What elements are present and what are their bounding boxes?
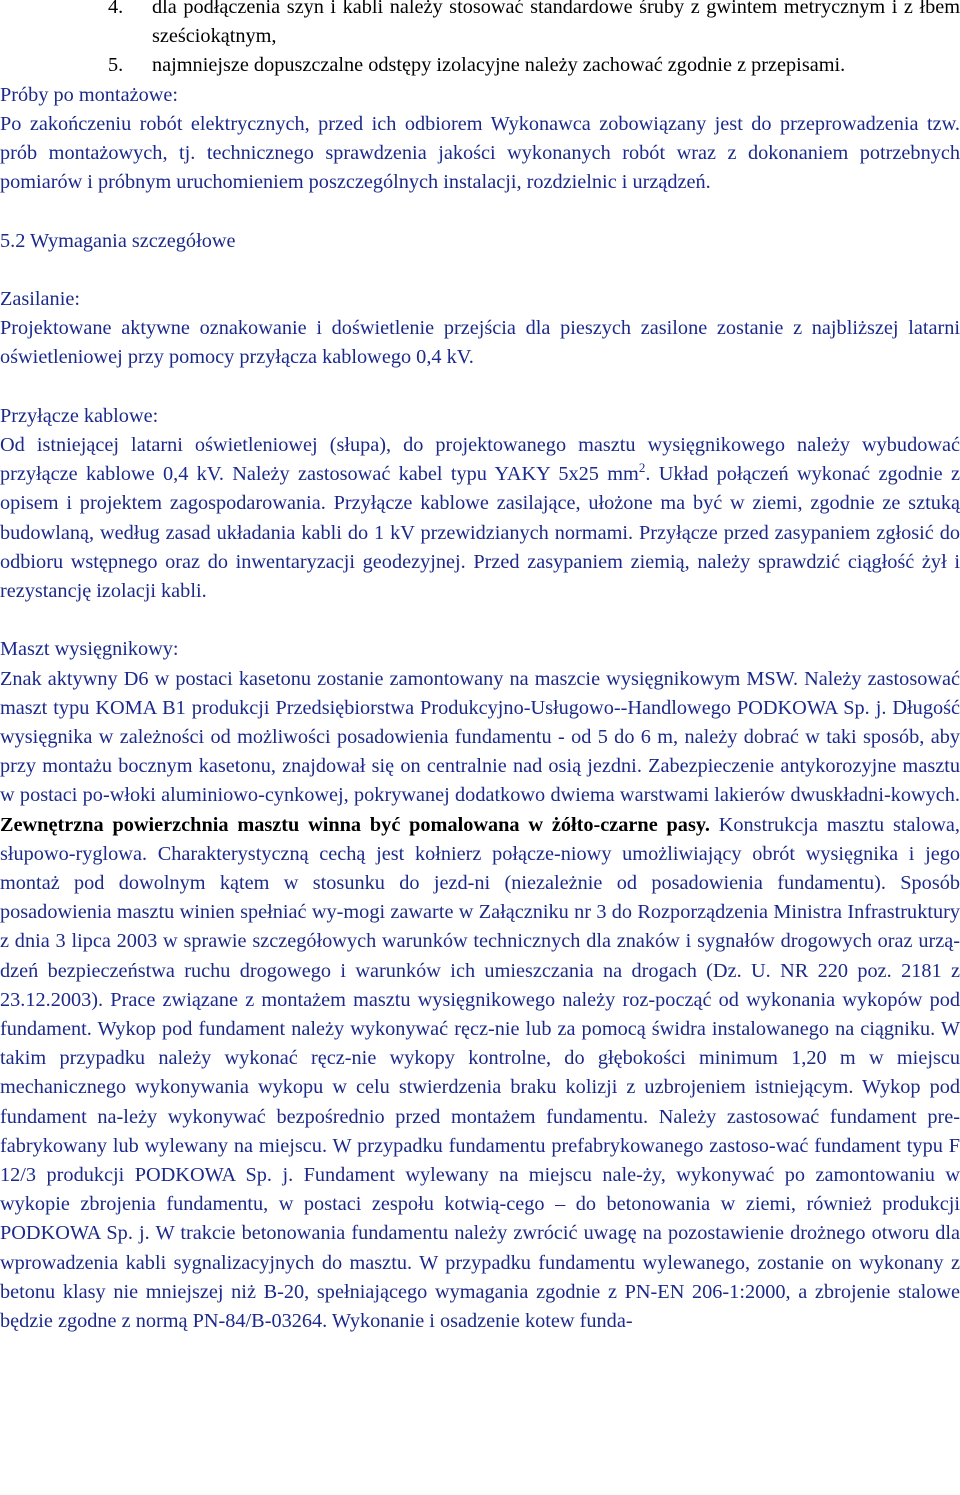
requirements-list (0, 0, 960, 81)
list-item-number: 5. (108, 54, 124, 77)
maszt-heading: Maszt wysięgnikowy: (0, 638, 179, 661)
text-run: Znak aktywny D6 w postaci kasetonu zostanie zamontowany na maszcie wysięgnikowym MSW. Należy zastosować maszt typu KOMA B1 produkcji Przedsiębiorstwa Produkcyjno-Usługowo--Handlowego PODKOWA Sp. j. Długość wysięgnika w zależności od możliwości posadowienia fundamentu - od 5 do 6 m, należy dobrać w taki sposób, aby przy montażu bocznym kasetonu, znajdował się on centralnie nad osią jezdni. Zabezpieczenie antykorozyjne masztu w postaci po-włoki aluminiowo-cynkowej, pokrywanej dodatkowo dwiema warstwami lakierów dwuskładni-kowych. (0, 667, 960, 807)
list-item (0, 51, 960, 80)
list-item-text: dla podłączenia szyn i kabli należy stosować standardowe śruby z gwintem metrycznym i z łbem sześciokątnym, (152, 0, 960, 48)
maszt-paragraph (0, 665, 960, 1337)
list-item-number: 4. (108, 0, 124, 18)
zasilanie-paragraph: Projektowane aktywne oznakowanie i doświetlenie przejścia dla pieszych zasilone zostanie z najbliższej latarni oświetleniowej przy pomocy przyłącza kablowego 0,4 kV. (0, 317, 960, 369)
text-run: . Układ połączeń wykonać zgodnie z opisem i projektem zagospodarowania. Przyłącze kablowe zasilające, ułożone ma być w ziemi, zgodnie ze sztuką budowlaną, według zasad układania kabli do 1 kV przewidzianych normami. Przyłącze przed zasypaniem zgłosić do odbioru wstępnego oraz do inwentaryzacji geodezyjnej. Przed zasypaniem ziemią, należy sprawdzić ciągłość żył i rezystancję izolacji kabli. (0, 463, 960, 603)
text-run: Konstrukcja masztu stalowa, słupowo-ryglowa. Charakterystyczną cechą jest kołnierz połącze-niowy umożliwiający obrót wysięgnika i jego montaż pod dowolnym kątem w stosunku do jezd-ni (niezależnie od posadowienia fundamentu). Sposób posadowienia masztu winien spełniać wy-mogi zawarte w Załączniku nr 3 do Rozporządzenia Ministra Infrastruktury z dnia 3 lipca 2003 w sprawie szczegółowych warunków technicznych dla znaków i sygnałów drogowych oraz urzą-dzeń bezpieczeństwa ruchu drogowego i warunków ich umieszczania na drogach (Dz. U. NR 220 poz. 2181 z 23.12.2003). Prace związane z montażem masztu wysięgnikowego należy roz-począć od wykonania wykopów pod fundament. Wykop pod fundament należy wykonywać ręcz-nie lub za pomocą świdra instalowanego na ciągniku. W takim przypadku należy wykonać ręcz-nie wykopy kontrolne, do głębokości minimum 1,20 m w miejscu mechanicznego wykonywania wykopu w celu stwierdzenia braku kolizji z uzbrojeniem istniejącym. Wykop pod fundament na-leży wykonywać bezpośrednio przed montażem fundamentu. Należy zastosować fundament pre-fabrykowany lub wylewany na miejscu. W przypadku fundamentu prefabrykowanego zastoso-wać fundament typu F 12/3 produkcji PODKOWA Sp. j. Fundament wylewany na miejscu nale-ży, wykonywać po zamontowaniu w wykopie zbrojenia fundamentu, w postaci zespołu kotwią-cego – do betonowania w ziemi, również produkcji PODKOWA Sp. j. W trakcie betonowania fundamentu należy zwrócić uwagę na pozostawienie drożnego otworu dla wprowadzenia kabli sygnalizacyjnych do masztu. W przypadku fundamentu wylewanego, zostanie on wykonany z betonu klasy nie mniejszej niż B-20, spełniającego wymagania zgodnie z PN-EN 206-1:2000, a zbrojenie stalowe będzie zgodne z normą PN-84/B-03264. Wykonanie i osadzenie kotew funda- (0, 813, 960, 1333)
spacer (0, 197, 960, 226)
spacer (0, 256, 960, 285)
list-item-text: najmniejsze dopuszczalne odstępy izolacyjne należy zachować zgodnie z przepisami. (152, 54, 846, 77)
text-run: Od istniejącej latarni oświetleniowej (słupa), do projektowanego masztu wysięgnikowego należy wybudować przyłącze kablowe 0,4 kV. Należy zastosować kabel typu YAKY 5x25 mm (0, 434, 960, 486)
proby-paragraph: Po zakończeniu robót elektrycznych, przed ich odbiorem Wykonawca zobowiązany jest do przeprowadzenia tzw. prób montażowych, tj. technicznego sprawdzenia jakości wykonanych robót wraz z dokonaniem potrzebnych pomiarów i próbnym uruchomieniem poszczególnych instalacji, rozdzielnic i urządzeń. (0, 112, 960, 194)
superscript-run: 2 (638, 460, 646, 476)
spacer (0, 373, 960, 402)
spacer (0, 606, 960, 635)
section-title: 5.2 Wymagania szczegółowe (0, 229, 236, 252)
proby-heading: Próby po montażowe: (0, 83, 178, 106)
list-item (0, 0, 960, 51)
przylacze-paragraph (0, 431, 960, 606)
bold-text-run: Zewnętrzna powierzchnia masztu winna być pomalowana w żółto-czarne pasy. (0, 813, 710, 836)
zasilanie-heading: Zasilanie: (0, 288, 80, 310)
przylacze-heading: Przyłącze kablowe: (0, 404, 159, 427)
